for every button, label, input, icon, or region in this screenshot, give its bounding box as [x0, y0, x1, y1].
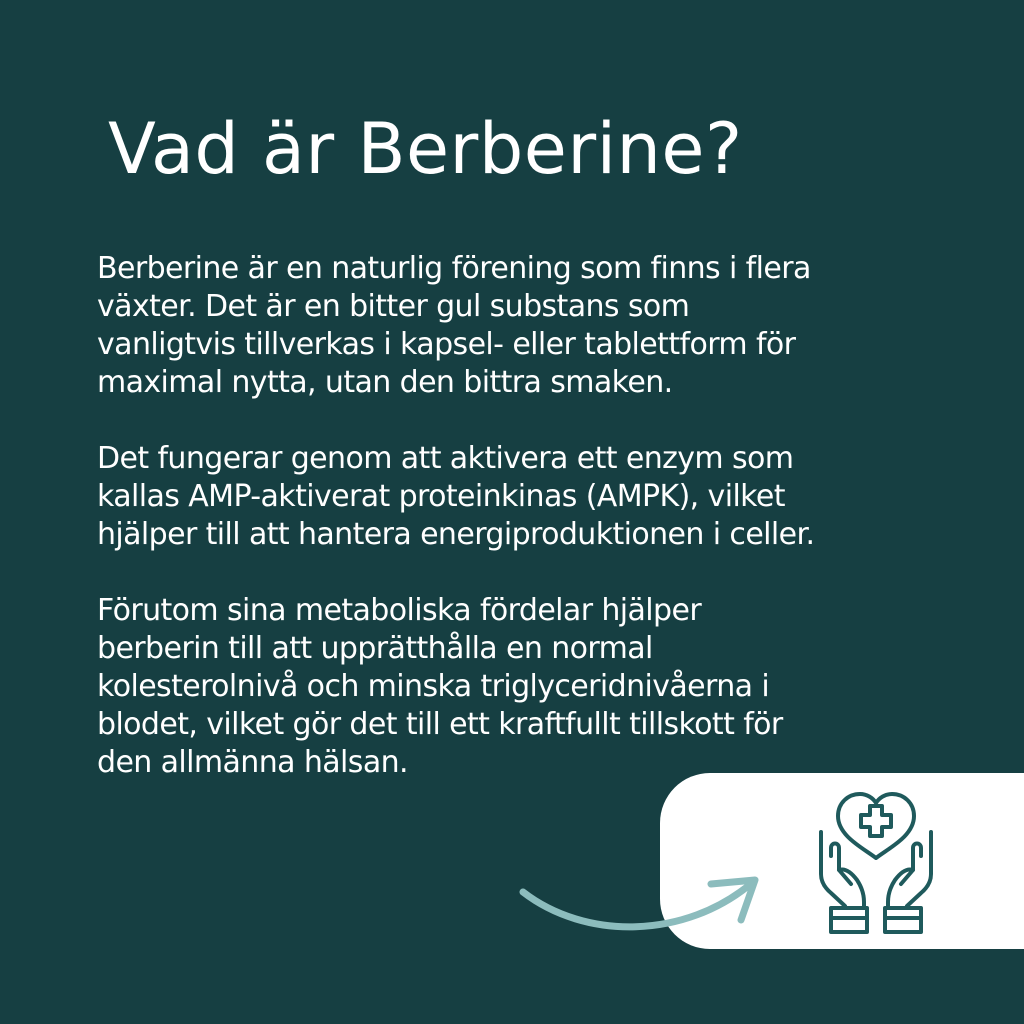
hands-heart-medical-cross-icon [815, 790, 937, 936]
paragraph-mechanism: Det fungerar genom att aktivera ett enzym som kallas AMP-aktiverat proteinkinas (AMPK), vilket hjälper till att hantera energiproduktionen i celler. [97, 441, 815, 552]
page-title: Vad är Berberine? [108, 108, 743, 190]
body-text [97, 250, 937, 782]
curved-arrow-icon [515, 870, 765, 940]
paragraph-intro: Berberine är en naturlig förening som finns i flera växter. Det är en bitter gul substans som vanligtvis tillverkas i kapsel- eller tablettform för maximal nytta, utan den bittra smaken. [97, 251, 811, 400]
paragraph-benefits: Förutom sina metaboliska fördelar hjälper berberin till att upprätthålla en normal kolesterolnivå och minska triglyceridnivåerna i blodet, vilket gör det till ett kraftfullt tillskott för den allmänna hälsan. [97, 593, 783, 780]
